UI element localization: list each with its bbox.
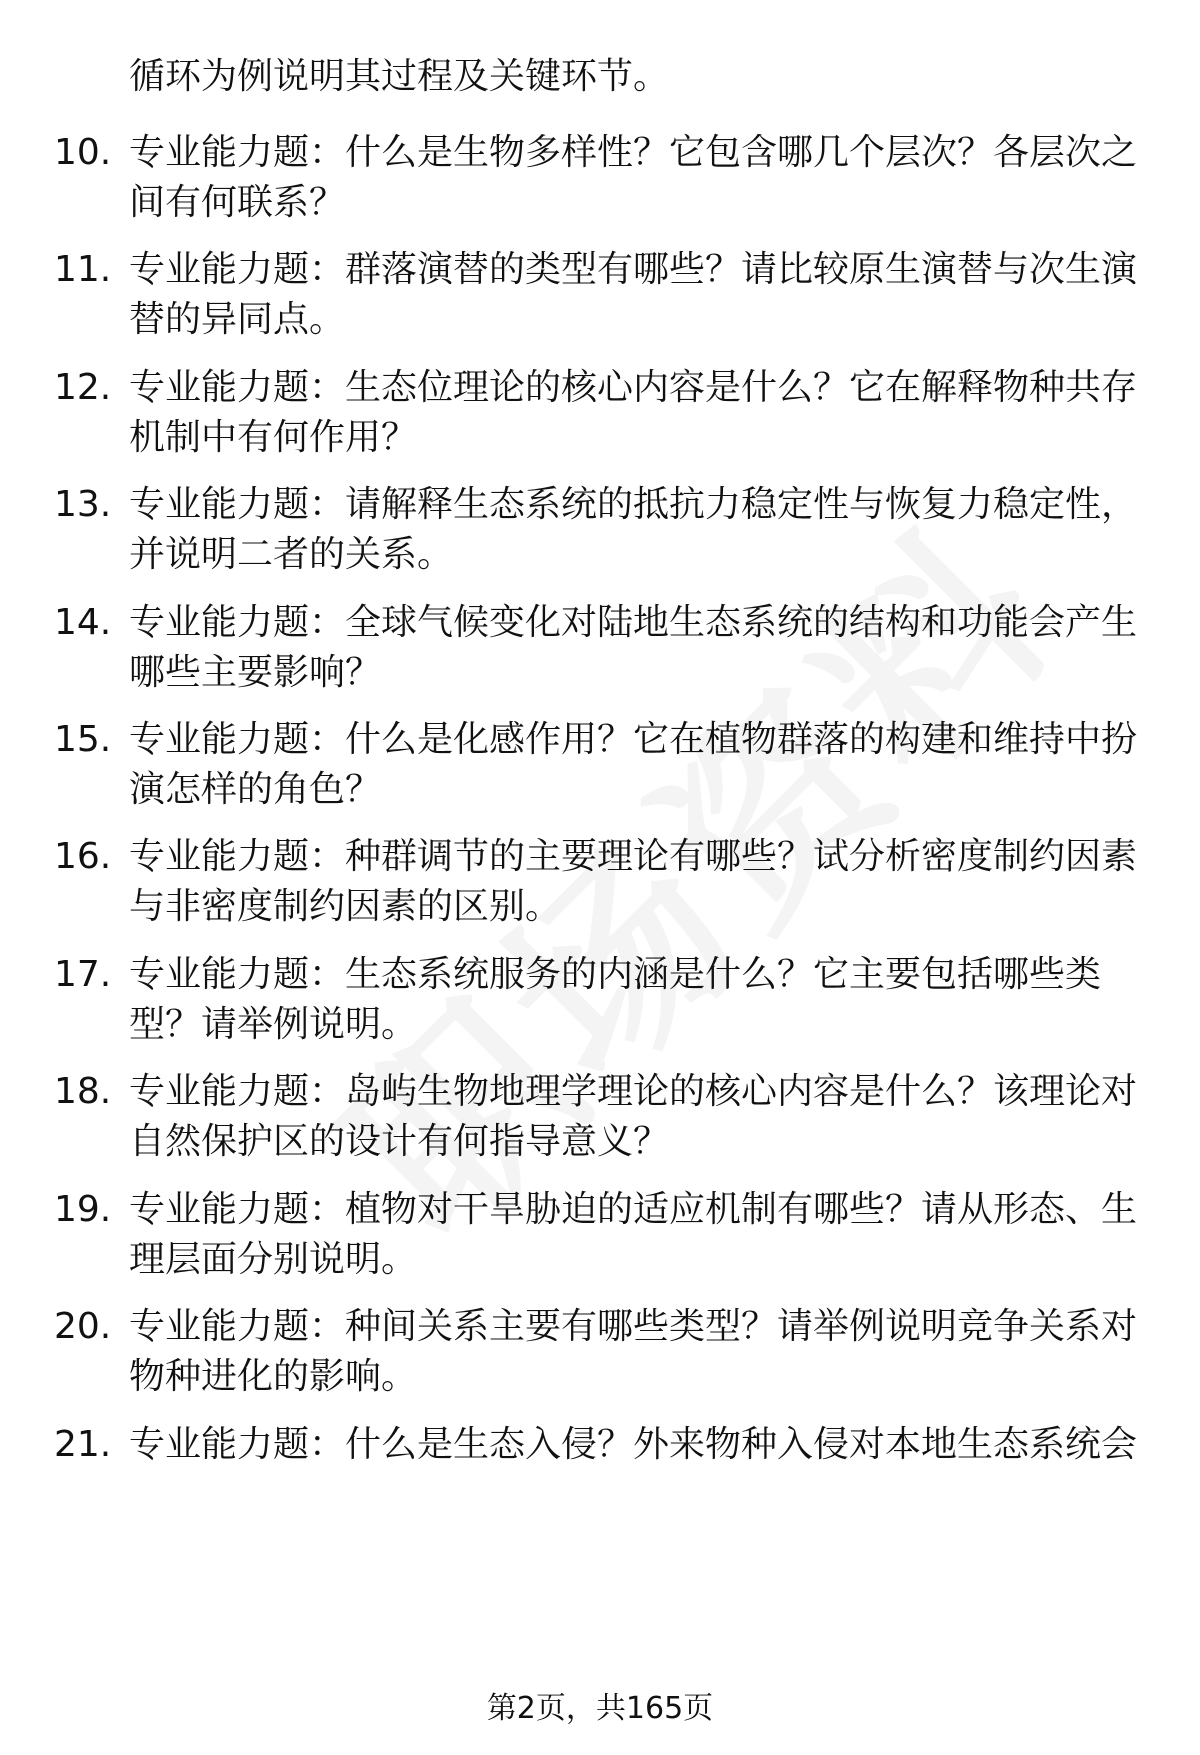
question-number: 13. bbox=[54, 484, 112, 525]
question-number: 14. bbox=[54, 602, 112, 643]
question-number: 11. bbox=[54, 249, 112, 290]
question-item bbox=[0, 950, 1200, 1060]
question-item bbox=[0, 1302, 1200, 1412]
question-text-line2: 自然保护区的设计有何指导意义？ bbox=[129, 1121, 670, 1162]
question-text-line2: 机制中有何作用？ bbox=[129, 417, 418, 458]
question-text-line1: 专业能力题：群落演替的类型有哪些？请比较原生演替与次生演 bbox=[129, 249, 1138, 290]
question-item bbox=[0, 1420, 1200, 1530]
question-item bbox=[0, 832, 1200, 942]
question-text-line2: 与非密度制约因素的区别。 bbox=[129, 886, 562, 927]
question-number: 12. bbox=[54, 367, 112, 408]
question-item bbox=[0, 1185, 1200, 1295]
question-text-line1: 专业能力题：什么是生态入侵？外来物种入侵对本地生态系统会 bbox=[129, 1424, 1138, 1465]
question-text-line1: 专业能力题：全球气候变化对陆地生态系统的结构和功能会产生 bbox=[129, 602, 1138, 643]
question-number: 19. bbox=[54, 1189, 112, 1230]
question-number: 18. bbox=[54, 1071, 112, 1112]
question-number: 17. bbox=[54, 954, 112, 995]
question-number: 15. bbox=[54, 719, 112, 760]
question-text-line2: 哪些主要影响？ bbox=[129, 652, 382, 693]
question-number: 20. bbox=[54, 1306, 112, 1347]
question-text-line2: 间有何联系？ bbox=[129, 182, 346, 223]
question-item bbox=[0, 363, 1200, 473]
question-text-line1: 专业能力题：岛屿生物地理学理论的核心内容是什么？该理论对 bbox=[129, 1071, 1138, 1112]
continuation-line: 循环为例说明其过程及关键环节。 bbox=[129, 56, 670, 97]
question-text-line1: 专业能力题：种群调节的主要理论有哪些？试分析密度制约因素 bbox=[129, 836, 1138, 877]
question-text-line2: 型？请举例说明。 bbox=[129, 1004, 418, 1045]
question-item bbox=[0, 480, 1200, 590]
question-text-line1: 专业能力题：生态系统服务的内涵是什么？它主要包括哪些类 bbox=[129, 954, 1102, 995]
question-number: 21. bbox=[54, 1424, 112, 1465]
question-text-line2: 理层面分别说明。 bbox=[129, 1239, 418, 1280]
question-text-line1: 专业能力题：生态位理论的核心内容是什么？它在解释物种共存 bbox=[129, 367, 1138, 408]
question-text-line1: 专业能力题：植物对干旱胁迫的适应机制有哪些？请从形态、生 bbox=[129, 1189, 1138, 1230]
question-text-line2: 替的异同点。 bbox=[129, 299, 346, 340]
question-item bbox=[0, 128, 1200, 238]
question-text-line1: 专业能力题：请解释生态系统的抵抗力稳定性与恢复力稳定性， bbox=[129, 484, 1138, 525]
question-item bbox=[0, 1067, 1200, 1177]
question-text-line2: 物种进化的影响。 bbox=[129, 1356, 418, 1397]
question-text-line1: 专业能力题：种间关系主要有哪些类型？请举例说明竞争关系对 bbox=[129, 1306, 1138, 1347]
question-text-line2: 并说明二者的关系。 bbox=[129, 534, 454, 575]
page-footer: 第2页，共165页 bbox=[486, 1691, 714, 1726]
question-text-line2: 演怎样的角色？ bbox=[129, 769, 382, 810]
question-text-line1: 专业能力题：什么是化感作用？它在植物群落的构建和维持中扮 bbox=[129, 719, 1138, 760]
question-item bbox=[0, 245, 1200, 355]
question-number: 16. bbox=[54, 836, 112, 877]
question-text-line1: 专业能力题：什么是生物多样性？它包含哪几个层次？各层次之 bbox=[129, 132, 1138, 173]
question-item bbox=[0, 715, 1200, 825]
question-number: 10. bbox=[54, 132, 112, 173]
question-item bbox=[0, 598, 1200, 708]
